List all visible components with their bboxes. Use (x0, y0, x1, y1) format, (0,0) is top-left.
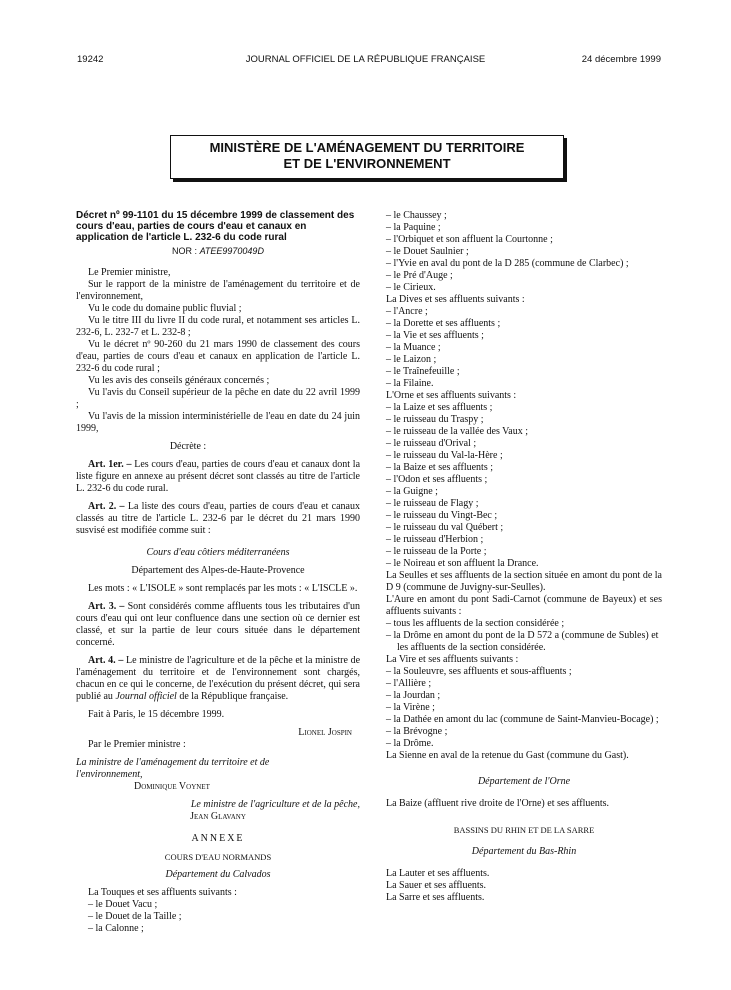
touques-item: – le Douet Vacu ; (88, 899, 158, 910)
visa-4: Vu le décret nº 90-260 du 21 mars 1990 de classement des cours d'eau, parties de cours d'eau et canaux en application de l'article L. 232-6 du code rural ; (76, 339, 360, 374)
orne-item: – l'Odon et ses affluents ; (386, 474, 488, 485)
visa-6: Vu l'avis du Conseil supérieur de la pêche en date du 22 avril 1999 ; (76, 387, 360, 410)
article-3-label: Art. 3. – (88, 601, 125, 612)
baize: La Baize (affluent rive droite de l'Orne) et ses affluents. (386, 798, 610, 809)
article-4 (76, 655, 360, 703)
signature-jospin: Lionel Jospin (298, 727, 352, 738)
ministre-agriculture: Le ministre de l'agriculture et de la pêche, (190, 799, 360, 810)
med-heading: Cours d'eau côtiers méditerranéens (146, 547, 290, 558)
vire-item: – la Brévogne ; (386, 726, 448, 737)
touques-item: – le Chaussey ; (386, 210, 447, 221)
aure-item: – tous les affluents de la section considérée ; (386, 618, 565, 629)
article-1-text: Les cours d'eau, parties de cours d'eau et canaux dont la liste figure en annexe au présent décret sont classés au titre de l'article L. 232-6 du code rural. (76, 459, 361, 494)
dives-item: – la Filaine. (386, 378, 434, 389)
par-premier-ministre: Par le Premier ministre : (88, 739, 186, 750)
dept-calvados: Département du Calvados (165, 869, 271, 880)
article-3-text: Sont considérés comme affluents tous les tributaires d'un cours d'eau qui ont leur confluence dans une section où ce dernier est classé, et sur la partie de leur cours située dans le département concerné. (76, 601, 360, 648)
dives-item: – le Laizon ; (386, 354, 437, 365)
touques-intro: La Touques et ses affluents suivants : (88, 887, 237, 898)
vire-item: – la Jourdan ; (386, 690, 441, 701)
touques-item: – le Douet Saulnier ; (386, 246, 469, 257)
article-1-label: Art. 1er. – (88, 459, 132, 470)
orne-item: – le ruisseau d'Orival ; (386, 438, 477, 449)
decree-title: Décret nº 99-1101 du 15 décembre 1999 de classement des cours d'eau, parties de cours d'eau et canaux en application de l'article L. 232-6 du code rural (76, 210, 355, 243)
vire-item: – la Drôme. (386, 738, 434, 749)
article-2-label: Art. 2. – (88, 501, 125, 512)
orne-item: – le ruisseau du val Québert ; (386, 522, 504, 533)
vire-intro: La Vire et ses affluents suivants : (386, 654, 519, 665)
article-4-text-a: Le ministre de l'agriculture et de la pêche et la ministre de l'aménagement du territoire et de l'environnement sont chargés, chacun en ce qui le concerne, de l'exécution du présent décret, qui sera publié au (76, 655, 361, 702)
visa-3: Vu le titre III du livre II du code rural, et notamment ses articles L. 232-6, L. 232-7 et L. 232-8 ; (76, 315, 360, 338)
aure-intro: L'Aure en amont du pont Sadi-Carnot (commune de Bayeux) et ses affluents suivants : (386, 594, 662, 617)
touques-item: – le Douet de la Taille ; (88, 911, 182, 922)
bas-rhin-item: La Sauer et ses affluents. (386, 880, 487, 891)
touques-item: – l'Orbiquet et son affluent la Courtonne ; (386, 234, 553, 245)
nor-value: ATEE9970049D (199, 246, 264, 256)
intro: Le Premier ministre, (88, 267, 171, 278)
dives-item: – l'Ancre ; (386, 306, 428, 317)
touques-item: – le Cirieux. (386, 282, 436, 293)
signature-glavany: Jean Glavany (190, 811, 246, 822)
seulles: La Seulles et ses affluents de la section située en amont du pont de la D 9 (commune de Juvigny-sur-Seulles). (386, 570, 662, 593)
dept-ahp: Département des Alpes-de-Haute-Provence (131, 565, 305, 576)
orne-item: – le Noireau et son affluent la Drance. (386, 558, 539, 569)
orne-intro: L'Orne et ses affluents suivants : (386, 390, 517, 401)
fait-a-paris: Fait à Paris, le 15 décembre 1999. (88, 709, 225, 720)
aure-item: – la Drôme en amont du pont de la D 572 a (commune de Subles) et les affluents de la section considérée. (386, 630, 659, 653)
touques-item: – la Paquine ; (386, 222, 441, 233)
cours-normands: COURS D'EAU NORMANDS (164, 852, 272, 862)
article-1 (76, 459, 360, 495)
orne-item: – le ruisseau de Flagy ; (386, 498, 479, 509)
vire-item: – l'Allière ; (386, 678, 432, 689)
ministry-box (170, 135, 564, 179)
orne-item: – le ruisseau de la vallée des Vaux ; (386, 426, 528, 437)
article-2 (76, 501, 360, 537)
article-2-text: La liste des cours d'eau, parties de cours d'eau et canaux classés au titre de l'article L. 232-6 par le décret du 21 mars 1990 susvisé est modifiée comme suit : (76, 501, 360, 536)
orne-item: – le ruisseau du Vingt-Bec ; (386, 510, 498, 521)
touques-item: – la Calonne ; (88, 923, 144, 934)
orne-item: – la Baize et ses affluents ; (386, 462, 494, 473)
orne-item: – le ruisseau du Val-la-Hère ; (386, 450, 503, 461)
ministry-line-2: ET DE L'ENVIRONNEMENT (283, 156, 451, 171)
page-number: 19242 (77, 54, 104, 65)
orne-item: – la Laize et ses affluents ; (386, 402, 493, 413)
article-3 (76, 601, 360, 649)
issue-date: 24 décembre 1999 (581, 54, 661, 65)
dept-bas-rhin: Département du Bas-Rhin (471, 846, 577, 857)
mots-replacement: Les mots : « L'ISOLE » sont remplacés par les mots : « L'ISCLE ». (88, 583, 358, 594)
vire-item: – la Dathée en amont du lac (commune de Saint-Manvieu-Bocage) ; (386, 714, 659, 725)
bas-rhin-item: La Sarre et ses affluents. (386, 892, 485, 903)
orne-item: – la Guigne ; (386, 486, 438, 497)
vire-item: – la Virène ; (386, 702, 435, 713)
orne-item: – le ruisseau du Traspy ; (386, 414, 484, 425)
bas-rhin-item: La Lauter et ses affluents. (386, 868, 490, 879)
dept-orne: Département de l'Orne (477, 776, 571, 787)
orne-item: – le ruisseau de la Porte ; (386, 546, 487, 557)
touques-item: – l'Yvie en aval du pont de la D 285 (commune de Clarbec) ; (386, 258, 629, 269)
orne-item: – le ruisseau d'Herbion ; (386, 534, 484, 545)
dives-item: – la Vie et ses affluents ; (386, 330, 484, 341)
dives-item: – la Muance ; (386, 342, 441, 353)
ministry-line-1: MINISTÈRE DE L'AMÉNAGEMENT DU TERRITOIRE (209, 140, 525, 155)
left-column (76, 210, 360, 935)
dives-item: – la Dorette et ses affluents ; (386, 318, 501, 329)
right-column (386, 210, 662, 904)
decrete: Décrète : (169, 441, 207, 452)
article-4-jo: Journal officiel (115, 691, 177, 702)
sienne: La Sienne en aval de la retenue du Gast (commune du Gast). (386, 750, 629, 761)
signature-voynet: Dominique Voynet (134, 781, 210, 792)
bassins-rhin-sarre: BASSINS DU RHIN ET DE LA SARRE (453, 825, 595, 835)
ministre-environnement: La ministre de l'aménagement du territoire et de l'environnement, (76, 757, 270, 780)
dives-item: – le Traînefeuille ; (386, 366, 460, 377)
visa-5: Vu les avis des conseils généraux concernés ; (88, 375, 270, 386)
journal-title: JOURNAL OFFICIEL DE LA RÉPUBLIQUE FRANÇAISE (245, 54, 486, 65)
nor-label: NOR : (172, 246, 198, 256)
vire-item: – la Souleuvre, ses affluents et sous-affluents ; (386, 666, 572, 677)
page-header (0, 52, 731, 68)
article-4-label: Art. 4. – (88, 655, 124, 666)
visa-7: Vu l'avis de la mission interministérielle de l'eau en date du 24 juin 1999, (76, 411, 360, 434)
annexe-title: ANNEXE (191, 833, 245, 844)
dives-intro: La Dives et ses affluents suivants : (386, 294, 525, 305)
visa-1: Sur le rapport de la ministre de l'aménagement du territoire et de l'environnement, (76, 279, 360, 302)
touques-item: – le Pré d'Auge ; (386, 270, 453, 281)
article-4-text-b: de la République française. (176, 691, 289, 702)
nor-reference (76, 245, 360, 257)
visa-2: Vu le code du domaine public fluvial ; (88, 303, 242, 314)
